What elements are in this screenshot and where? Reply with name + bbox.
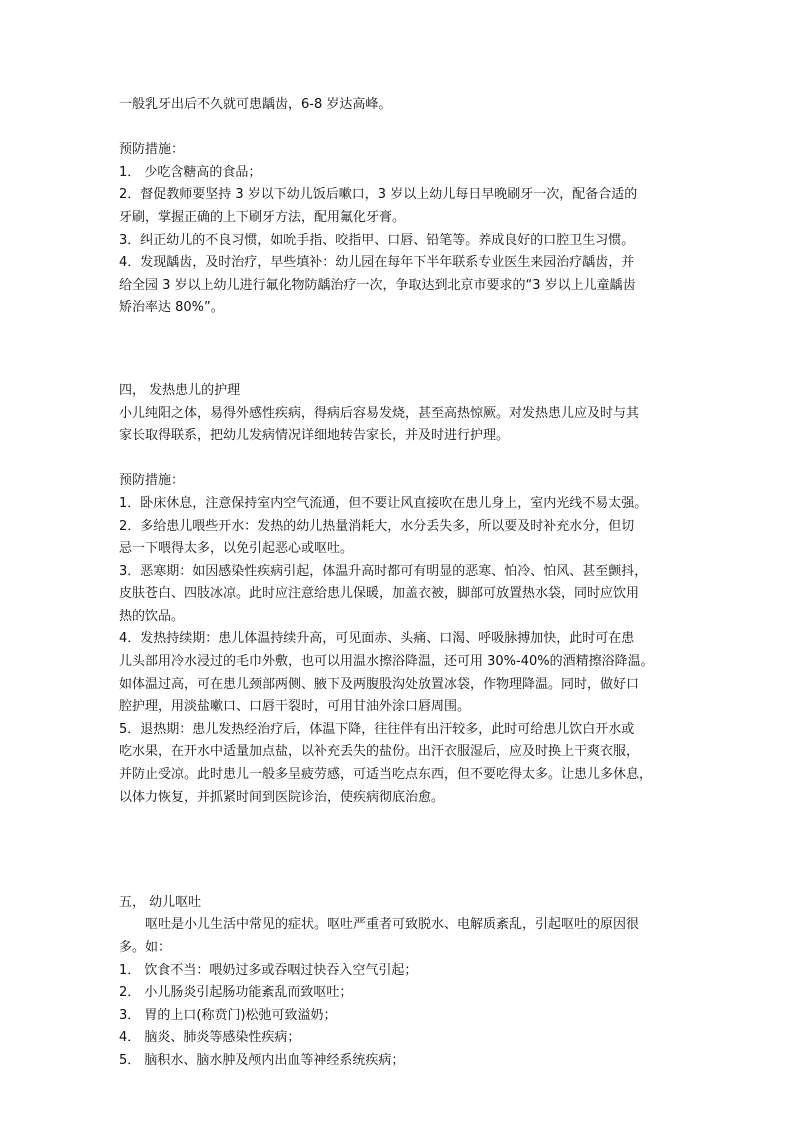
fever-item-4-cont-2: 如体温过高，可在患儿颈部两侧、腋下及两腹股沟处放置冰袋，作物理降温。同时，做好口 <box>119 676 640 692</box>
fever-item-5: 5．退热期：患儿发热经治疗后，体温下降，往往伴有出汗较多，此时可给患儿饮白开水或 <box>119 721 635 737</box>
fever-item-5-end: 以体力恢复，并抓紧时间到医院诊治，使疾病彻底治愈。 <box>119 789 445 805</box>
caries-item-2-cont: 牙刷，掌握正确的上下刷牙方法，配用氟化牙膏。 <box>119 209 406 225</box>
vomiting-item-2: 2． 小儿肠炎引起肠功能紊乱而致呕吐； <box>119 985 353 1001</box>
vomiting-item-3: 3． 胃的上口(称贲门)松弛可致溢奶； <box>119 1007 337 1023</box>
vomiting-item-4: 4． 脑炎、肺炎等感染性疾病； <box>119 1030 301 1046</box>
fever-heading: 四， 发热患儿的护理 <box>119 382 241 398</box>
caries-prevention-title: 预防措施： <box>119 142 185 158</box>
caries-item-2: 2．督促教师要坚持 3 岁以下幼儿饭后嗽口，3 岁以上幼儿每日早晚刷牙一次，配备合适的 <box>119 187 638 203</box>
caries-item-1: 1． 少吃含糖高的食品； <box>119 164 262 180</box>
caries-item-3: 3．纠正幼儿的不良习惯，如吮手指、咬指甲、口唇、铅笔等。养成良好的口腔卫生习惯。 <box>119 232 635 248</box>
fever-item-2: 2．多给患儿喂些开水：发热的幼儿热量消耗大，水分丢失多，所以要及时补充水分，但切 <box>119 518 635 534</box>
fever-item-4: 4．发热持续期：患儿体温持续升高，可见面赤、头痛、口渴、呼吸脉搏加快，此时可在患 <box>119 631 635 647</box>
vomiting-heading: 五， 幼儿呕吐 <box>119 894 202 910</box>
caries-intro: 一般乳牙出后不久就可患龋齿，6-8 岁达高峰。 <box>119 97 392 112</box>
fever-item-3: 3．恶寒期：如因感染性疾病引起，体温升高时都可有明显的恶寒、怕冷、怕风、甚至颤抖， <box>119 563 648 579</box>
fever-item-3-end: 热的饮品。 <box>119 608 185 624</box>
caries-item-4-end: 矫治率达 80%”。 <box>119 300 224 316</box>
vomiting-intro-1: 呕吐是小儿生活中常见的症状。呕吐严重者可致脱水、电解质紊乱，引起呕吐的原因很 <box>145 917 640 933</box>
fever-item-3-cont: 皮肤苍白、四肢冰凉。此时应注意给患儿保暖，加盖衣被，脚部可放置热水袋，同时应饮用 <box>119 586 640 602</box>
fever-item-1: 1．卧床休息，注意保持室内空气流通，但不要让风直接吹在患儿身上，室内光线不易太强。 <box>119 495 648 511</box>
caries-item-4-cont: 给全园 3 岁以上幼儿进行氟化物防龋治疗一次，争取达到北京市要求的“3 岁以上儿童龋齿 <box>119 277 636 293</box>
fever-prevention-title: 预防措施： <box>119 473 185 489</box>
fever-item-5-cont: 吃水果，在开水中适量加点盐，以补充丢失的盐份。出汗衣服湿后，应及时换上干爽衣服， <box>119 744 640 760</box>
fever-item-2-cont: 忌一下喂得太多，以免引起恶心或呕吐。 <box>119 541 354 557</box>
vomiting-item-5: 5． 脑积水、脑水肿及颅内出血等神经系统疾病； <box>119 1052 405 1068</box>
document-body <box>119 94 679 1073</box>
vomiting-intro-2: 多。如： <box>119 940 172 955</box>
caries-item-4: 4．发现龋齿，及时治疗，早些填补：幼儿园在每年下半年联系专业医生来园治疗龋齿，并 <box>119 255 635 271</box>
fever-intro-2: 家长取得联系，把幼儿发病情况详细地转告家长，并及时进行护理。 <box>119 428 510 444</box>
fever-item-5-cont-2: 并防止受凉。此时患儿一般多呈疲劳感，可适当吃点东西，但不要吃得太多。让患儿多休息， <box>119 767 653 783</box>
vomiting-item-1: 1． 饮食不当：喂奶过多或吞咽过快吞入空气引起； <box>119 962 418 978</box>
fever-item-4-end: 腔护理，用淡盐嗽口、口唇干裂时，可用甘油外涂口唇周围。 <box>119 699 471 715</box>
fever-intro-1: 小儿纯阳之体，易得外感性疾病，得病后容易发烧，甚至高热惊厥。对发热患儿应及时与其 <box>119 405 640 421</box>
fever-item-4-cont: 儿头部用冷水浸过的毛巾外敷，也可以用温水擦浴降温，还可用 30%-40%的酒精擦浴降温。 <box>119 654 654 670</box>
